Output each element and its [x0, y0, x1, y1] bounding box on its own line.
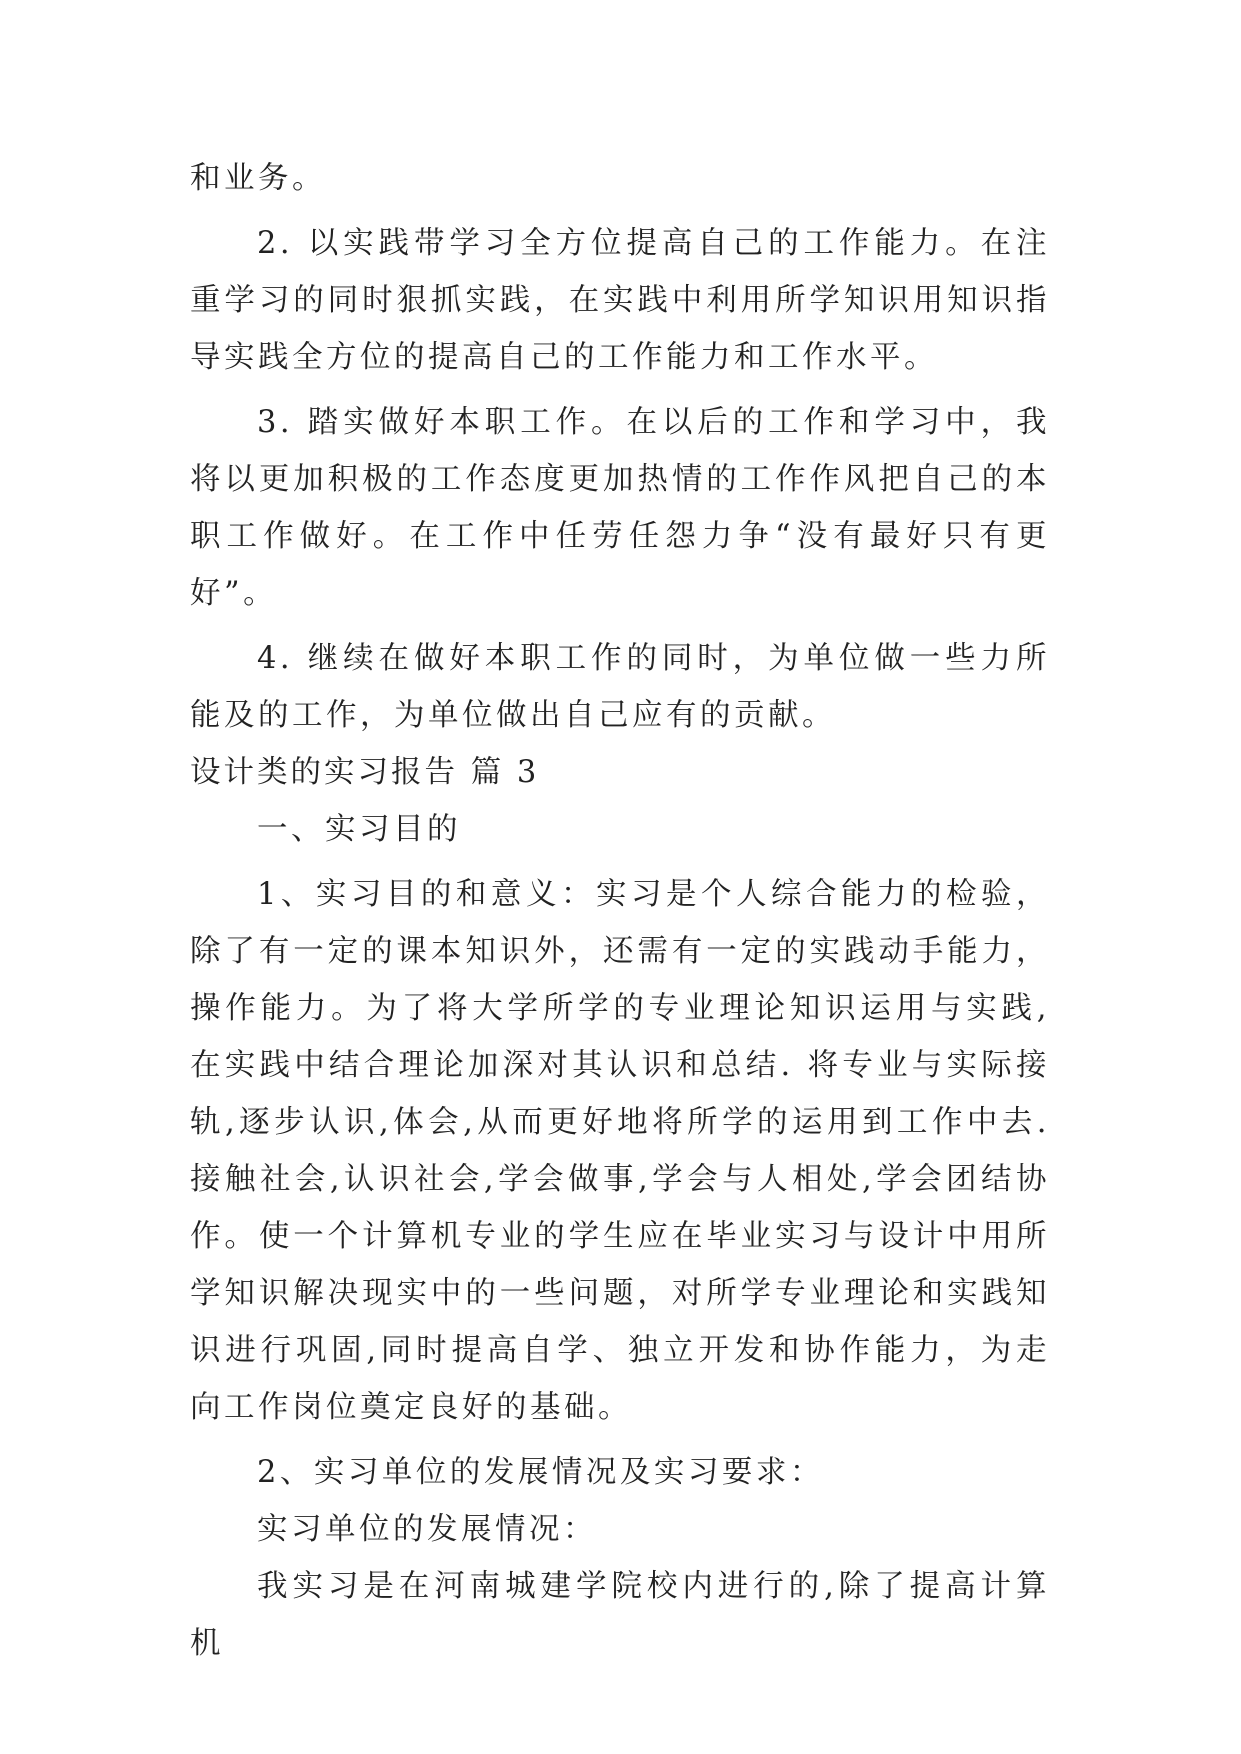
paragraph-internship-location: 我实习是在河南城建学院校内进行的,除了提高计算机	[190, 1569, 1050, 1661]
paragraph-continuation: 和业务。	[190, 161, 326, 196]
document-body	[190, 150, 1050, 1672]
subheading-purpose: 一、实习目的	[257, 812, 461, 847]
paragraph-unit-development: 实习单位的发展情况：	[257, 1512, 597, 1547]
paragraph-purpose-meaning: 1、实习目的和意义：实习是个人综合能力的检验，除了有一定的课本知识外，还需有一定的实践动手能力，操作能力。为了将大学所学的专业理论知识运用与实践,在实践中结合理论加深对其认识和总结. 将专业与实际接轨,逐步认识,体会,从而更好地将所学的运用到工作中去. 接触社会,认识社会,学会做事,学会与人相处,学会团结协作。使一个计算机专业的学生应在毕业实习与设计中用所学知识解决现实中的一些问题，对所学专业理论和实践知识进行巩固,同时提高自学、独立开发和协作能力，为走向工作岗位奠定良好的基础。	[190, 877, 1050, 1425]
paragraph-item-4: 4. 继续在做好本职工作的同时，为单位做一些力所能及的工作，为单位做出自己应有的贡献。	[190, 641, 1050, 733]
paragraph-item-2: 2. 以实践带学习全方位提高自己的工作能力。在注重学习的同时狠抓实践，在实践中利用所学知识用知识指导实践全方位的提高自己的工作能力和工作水平。	[190, 226, 1050, 375]
paragraph-unit-requirements: 2、实习单位的发展情况及实习要求：	[257, 1455, 824, 1490]
paragraph-item-3: 3. 踏实做好本职工作。在以后的工作和学习中，我将以更加积极的工作态度更加热情的工作作风把自己的本职工作做好。在工作中任劳任怨力争“没有最好只有更好”。	[190, 405, 1050, 611]
section-heading: 设计类的实习报告 篇 3	[190, 755, 540, 790]
